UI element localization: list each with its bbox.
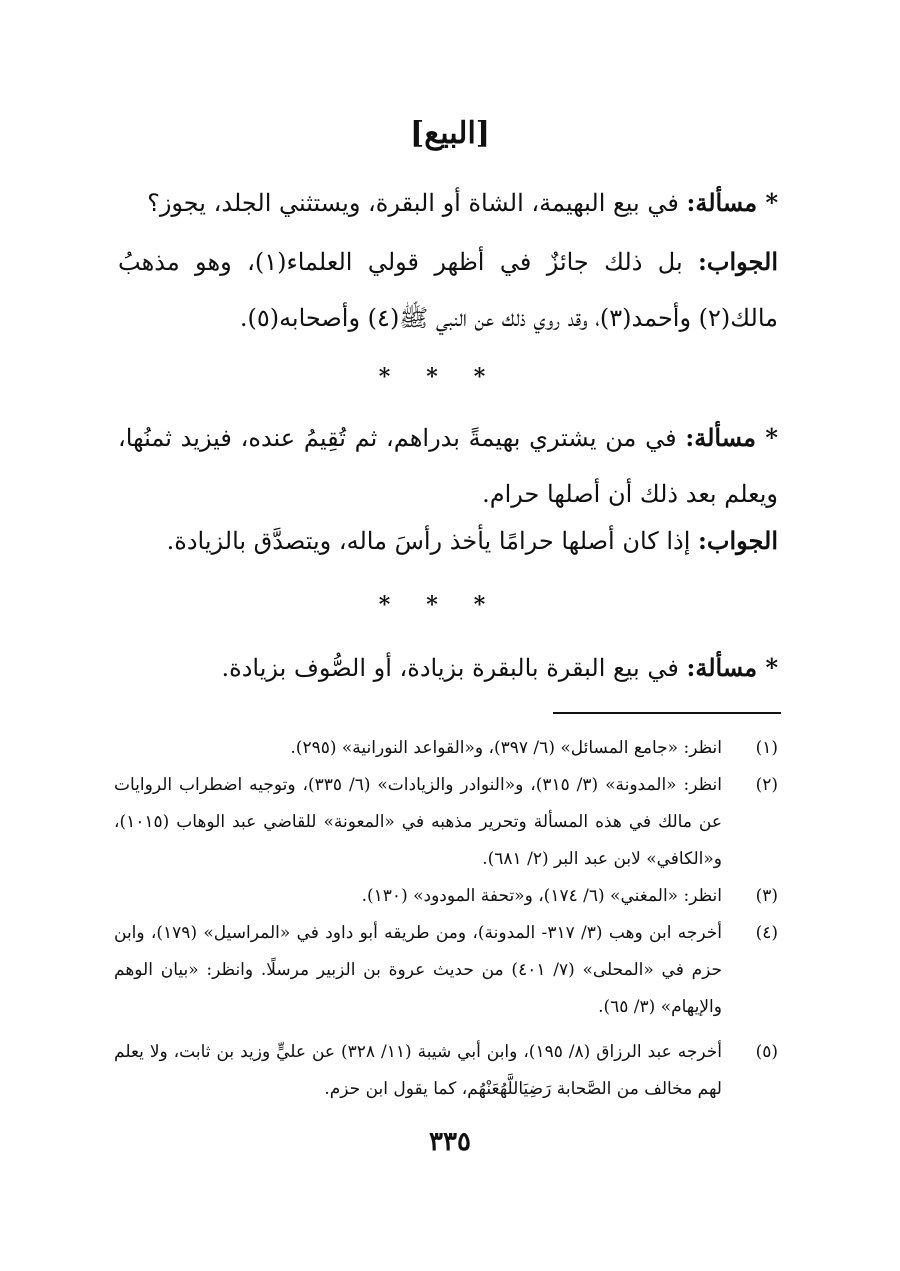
answer-text: إذا كان أصلها حرامًا يأخذ رأسَ ماله، ويتصدَّق بالزيادة. [166,527,698,555]
footnote-text: انظر: «جامع المسائل» (٦/ ٣٩٧)، و«القواعد النورانية» (٢٩٥). [290,738,722,758]
footnote-text: انظر: «المدونة» (٣/ ٣١٥)، و«النوادر والزيادات» (٦/ ٣٣٥)، وتوجيه اضطراب الروايات عن مالك في هذه المسألة وتحرير مذهبه في «المعونة» للقاضي عبد الوهاب (١٠١٥)، و«الكافي» لابن عبد البر (٢/ ٦٨١). [114,775,722,869]
question-label: * مسألة: [686,653,778,682]
section-heading: [البيع] [410,116,490,151]
footnote-text: انظر: «المغني» (٦/ ١٧٤)، و«تحفة المودود» (١٣٠). [361,886,722,906]
answer-label: الجواب: [698,526,778,555]
footnote-number: (٣) [755,886,778,906]
question-1 [118,175,778,231]
footnote-5 [114,1034,778,1108]
footnote-4 [114,915,778,1026]
footnote-2 [114,767,778,878]
question-label: * مسألة: [686,188,778,217]
answer-label: الجواب: [698,247,779,276]
footnote-number: (٢) [755,775,778,795]
footnote-1 [114,730,778,767]
footnote-divider [553,712,781,714]
section-separator: *** [378,364,522,390]
page-number: ٣٣٥ [429,1127,471,1157]
answer-1 [118,234,778,346]
footnote-number: (٥) [755,1042,778,1062]
footnote-number: (١) [755,738,778,758]
section-separator: *** [378,592,522,618]
footnote-3 [114,878,778,915]
question-text: في بيع البهيمة، الشاة أو البقرة، ويستثني الجلد، يجوز؟ [147,189,687,217]
answer-text: بل ذلك جائزٌ في أظهر قولي العلماء(١)، وهو مذهبُ مالك(٢) وأحمد(٣)، وقد روي ذلك عن النبي ﷺ(٤) وأصحابه(٥). [118,248,778,332]
footnote-number: (٤) [755,923,778,943]
question-label: * مسألة: [685,423,778,452]
answer-2 [118,513,778,569]
footnote-text: أخرجه ابن وهب (٣/ ٣١٧- المدونة)، ومن طريقه أبو داود في «المراسيل» (١٧٩)، وابن حزم في «المحلى» (٧/ ٤٠١) من حديث عروة بن الزبير مرسلًا. وانظر: «بيان الوهم والإيهام» (٣/ ٦٥). [114,923,723,1017]
question-2 [118,410,778,522]
question-text: في من يشتري بهيمةً بدراهم، ثم تُقِيمُ عنده، فيزيد ثمنُها، ويعلم بعد ذلك أن أصلها حرام. [118,424,778,508]
question-3 [118,640,778,696]
question-text: في بيع البقرة بالبقرة بزيادة، أو الصُّوف بزيادة. [221,654,687,682]
footnote-text: أخرجه عبد الرزاق (٨/ ١٩٥)، وابن أبي شيبة (١١/ ٣٢٨) عن عليٍّ وزيد بن ثابت، ولا يعلم لهم مخالف من الصَّحابة رَضِيَاللَّهُعَنْهُم، كما يقول ابن حزم. [114,1042,722,1099]
